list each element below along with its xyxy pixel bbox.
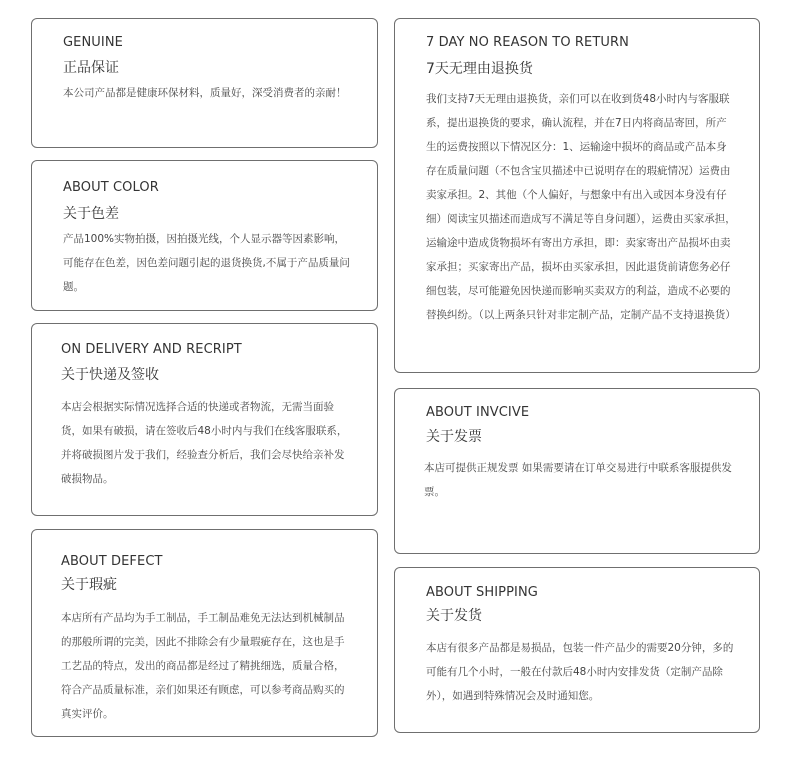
defect-title-en: ABOUT DEFECT (61, 554, 163, 569)
shipping-card (394, 567, 760, 733)
invoice-card (394, 388, 760, 554)
shipping-title-en: ABOUT SHIPPING (426, 585, 538, 600)
color-card (31, 160, 378, 311)
color-title-zh: 关于色差 (63, 206, 119, 222)
defect-body: 本店所有产品均为手工制品，手工制品难免无法达到机械制品的那般所谓的完美，因此不排除会有少量瑕疵存在，这也是手工艺品的特点，发出的商品都是经过了精挑细选，质量合格，符合产品质量标准，亲们如果还有顾虑，可以参考商品购买的真实评价。 (61, 612, 345, 720)
return-title-en: 7 DAY NO REASON TO RETURN (426, 35, 629, 50)
defect-card (31, 529, 378, 737)
shipping-title-zh: 关于发货 (426, 608, 482, 624)
genuine-body: 本公司产品都是健康环保材料，质量好，深受消费者的亲耐！ (63, 87, 347, 99)
invoice-title-zh: 关于发票 (426, 429, 482, 445)
genuine-title-zh: 正品保证 (63, 60, 119, 76)
return-card (394, 18, 760, 373)
genuine-title-en: GENUINE (63, 35, 123, 50)
genuine-card (31, 18, 378, 148)
invoice-title-en: ABOUT INVCIVE (426, 405, 530, 420)
delivery-card (31, 323, 378, 516)
delivery-body: 本店会根据实际情况选择合适的快递或者物流，无需当面验货，如果有破损，请在签收后48小时内与我们在线客服联系，并将破损图片发于我们，经验查分析后，我们会尽快给亲补发破损物品。 (61, 401, 348, 485)
color-title-en: ABOUT COLOR (63, 180, 159, 195)
defect-title-zh: 关于瑕疵 (61, 577, 117, 593)
invoice-body: 本店可提供正规发票 如果需要请在订单交易进行中联系客服提供发票。 (424, 462, 732, 498)
shipping-body: 本店有很多产品都是易损品，包装一件产品少的需要20分钟，多的可能有几个小时，一般在付款后48小时内安排发货（定制产品除外），如遇到特殊情况会及时通知您。 (426, 642, 734, 702)
delivery-title-zh: 关于快递及签收 (61, 367, 159, 383)
delivery-title-en: ON DELIVERY AND RECRIPT (61, 342, 242, 357)
color-body: 产品100%实物拍摄，因拍摄光线，个人显示器等因素影响，可能存在色差，因色差问题引起的退货换货,不属于产品质量问题。 (63, 233, 350, 293)
return-body: 我们支持7天无理由退换货，亲们可以在收到货48小时内与客服联系，提出退换货的要求，确认流程，并在7日内将商品寄回，所产生的运费按照以下情况区分：1、运输途中损坏的商品或产品本身存在质量问题（不包含宝贝描述中已说明存在的瑕疵情况）运费由卖家承担。2、其他（个人偏好，与想象中有出入或因本身没有仔细）阅读宝贝描述而造成写不满足等自身问题），运费由买家承担，运输途中造成货物损坏有寄出方承担，即：卖家寄出产品损坏由卖家承担；买家寄出产品，损坏由买家承担，因此退货前请您务必仔细包装，尽可能避免因快递而影响买卖双方的利益，造成不必要的替换纠纷。（以上两条只针对非定制产品，定制产品不支持退换货） (426, 93, 736, 321)
return-title-zh: 7天无理由退换货 (426, 61, 533, 77)
